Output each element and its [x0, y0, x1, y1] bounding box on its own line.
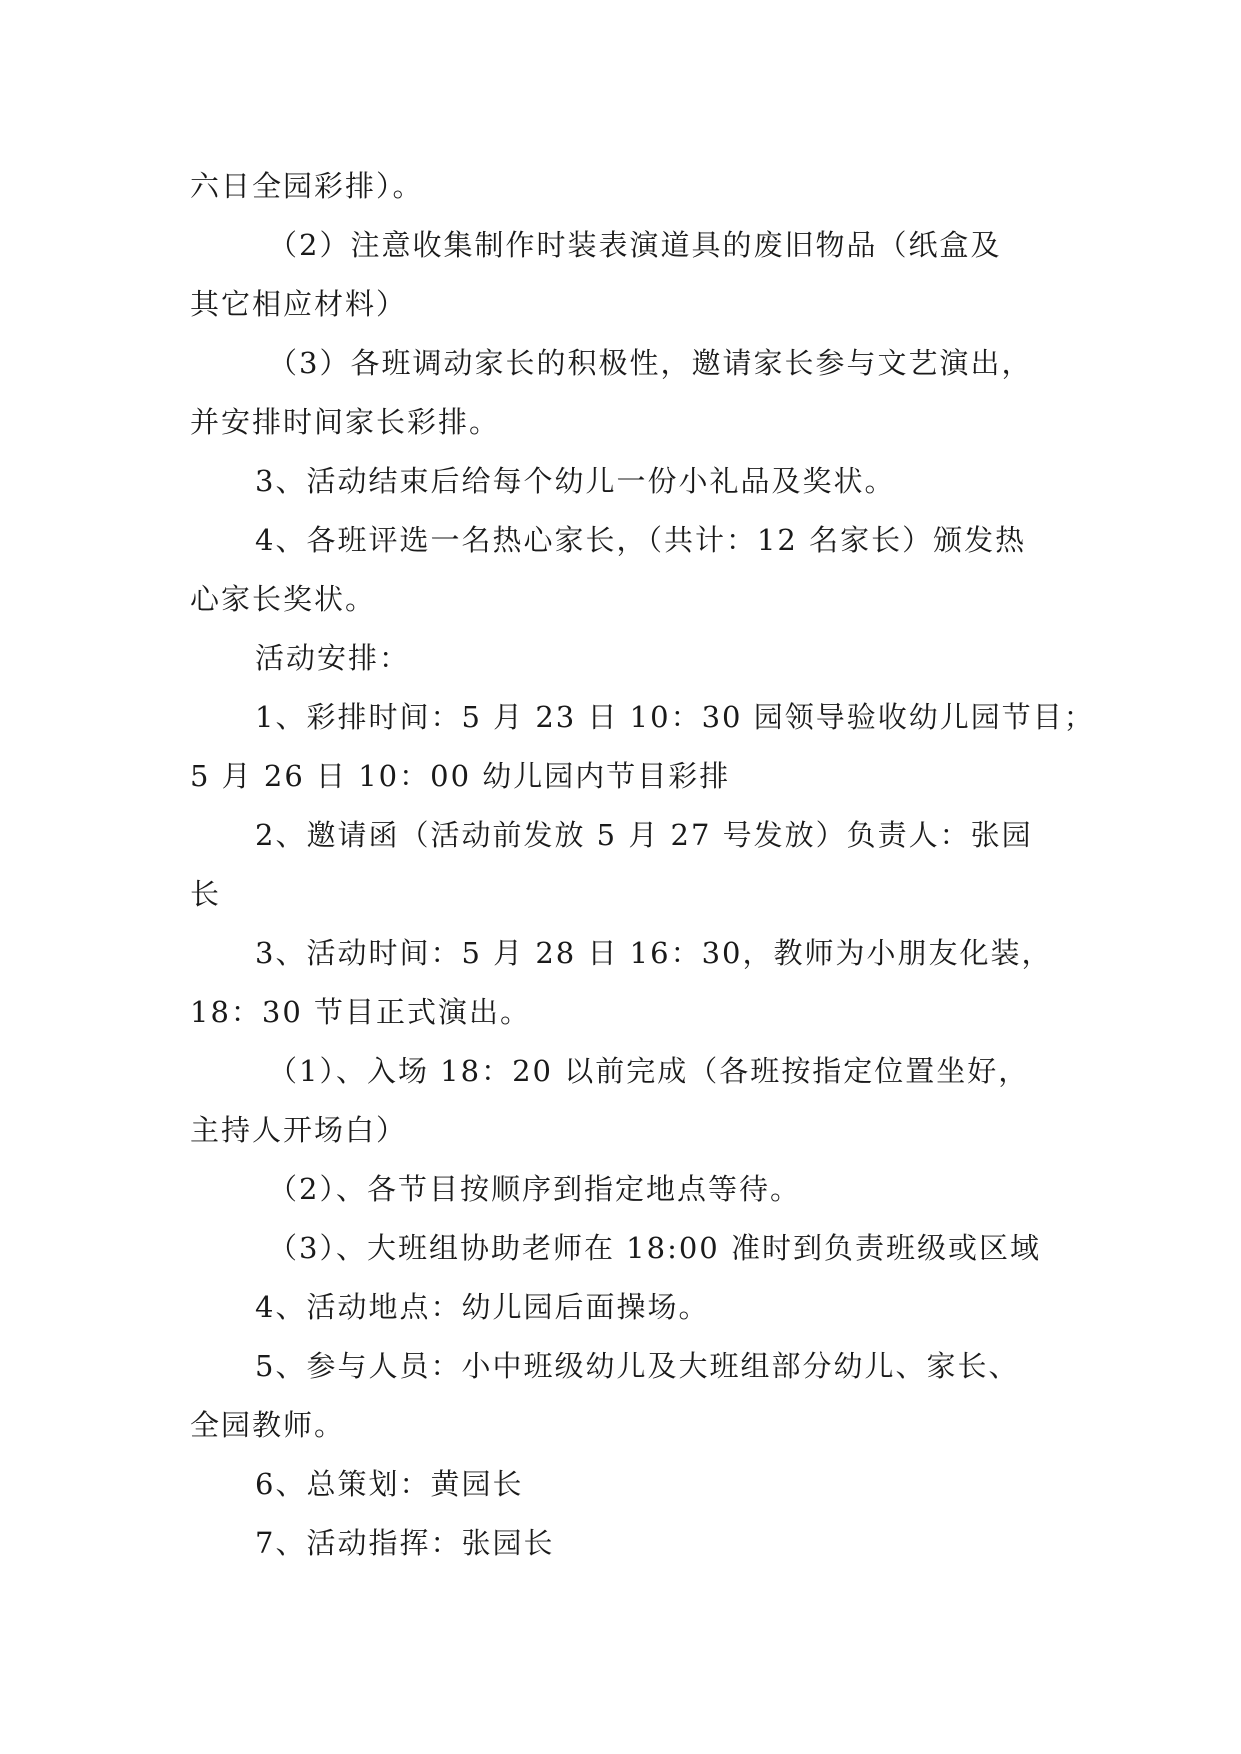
text-line: 1、彩排时间：5 月 23 日 10：30 园领导验收幼儿园节目；: [255, 700, 1095, 734]
text-line: 7、活动指挥：张园长: [255, 1526, 555, 1560]
text-line: 3、活动时间：5 月 28 日 16：30，教师为小朋友化装，: [255, 936, 1053, 970]
text-line: 主持人开场白）: [190, 1113, 408, 1147]
text-line: （1）、入场 18：20 以前完成（各班按指定位置坐好，: [268, 1054, 1030, 1088]
section-heading: 活动安排：: [255, 641, 411, 675]
text-line: 4、各班评选一名热心家长，（共计：12 名家长）颁发热: [255, 523, 1027, 557]
text-line: 心家长奖状。: [190, 582, 377, 616]
text-line: （3）各班调动家长的积极性，邀请家长参与文艺演出，: [268, 346, 1033, 380]
text-line: 六日全园彩排）。: [190, 169, 424, 203]
text-line: 4、活动地点：幼儿园后面操场。: [255, 1290, 710, 1324]
text-line: 全园教师。: [190, 1408, 346, 1442]
text-line: 3、活动结束后给每个幼儿一份小礼品及奖状。: [255, 464, 896, 498]
text-line: （2）注意收集制作时装表演道具的废旧物品（纸盒及: [268, 228, 1002, 262]
text-line: 2、邀请函（活动前发放 5 月 27 号发放）负责人：张园: [255, 818, 1033, 852]
text-line: 其它相应材料）: [190, 287, 408, 321]
text-line: （2）、各节目按顺序到指定地点等待。: [268, 1172, 801, 1206]
text-line: （3）、大班组协助老师在 18:00 准时到负责班级或区域: [268, 1231, 1041, 1265]
text-line: 5 月 26 日 10：00 幼儿园内节目彩排: [190, 759, 731, 793]
text-line: 18：30 节目正式演出。: [190, 995, 532, 1029]
text-line: 长: [190, 877, 222, 911]
text-line: 并安排时间家长彩排。: [190, 405, 501, 439]
text-line: 6、总策划：黄园长: [255, 1467, 524, 1501]
text-line: 5、参与人员：小中班级幼儿及大班组部分幼儿、家长、: [255, 1349, 1020, 1383]
